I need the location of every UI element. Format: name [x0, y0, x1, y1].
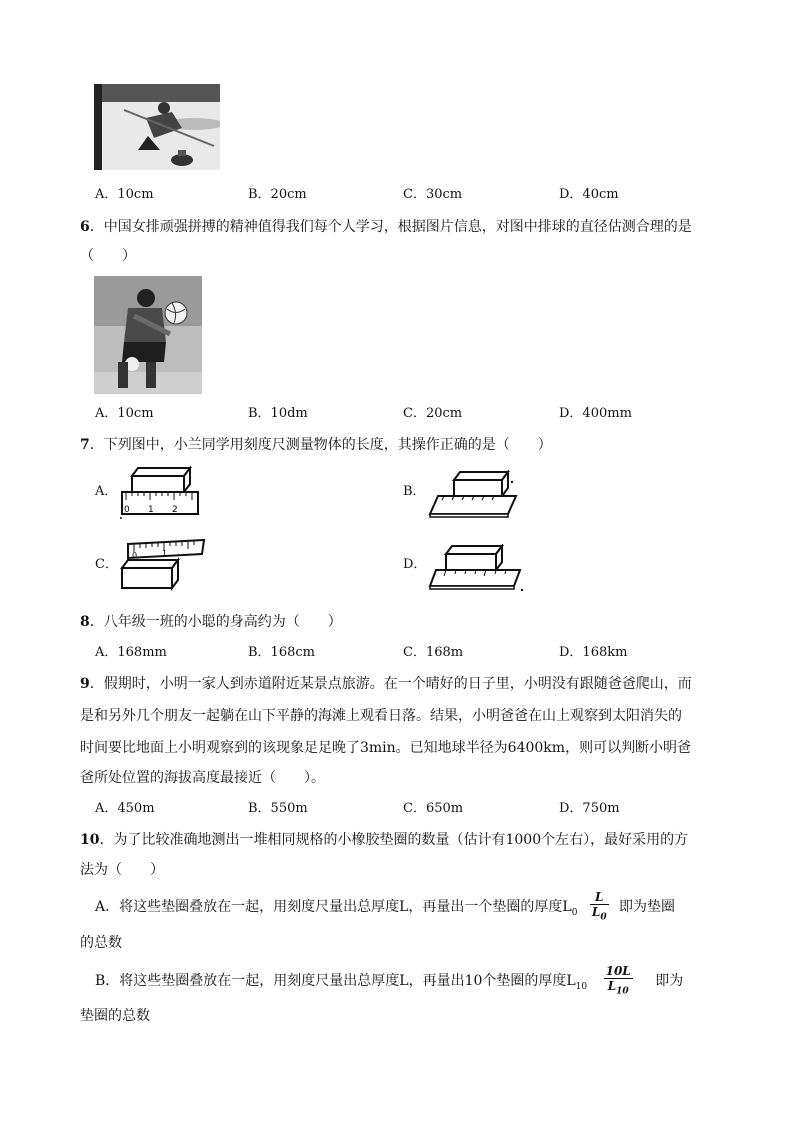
q10-option-a-frac-den-wrap	[590, 905, 609, 924]
q10-option-a-sub: 0	[571, 907, 578, 918]
q7-option-c-label[interactable]: C．	[95, 557, 118, 572]
q7-option-b-label[interactable]: B．	[403, 484, 426, 499]
q9-option-d[interactable]: D．750m	[559, 801, 620, 816]
q5-option-c[interactable]: C．30cm	[403, 187, 463, 202]
svg-text:1: 1	[148, 505, 154, 515]
q10-option-a-frac-num: L	[590, 890, 609, 905]
q10-option-a-line2: 的总数	[80, 935, 122, 951]
ruler-diagram-d	[426, 544, 526, 594]
q9-stem-line1	[80, 673, 692, 695]
curling-photo	[94, 84, 220, 170]
q10-option-b-line2: 垫圈的总数	[80, 1008, 150, 1024]
q6-option-c[interactable]: C．20cm	[403, 406, 463, 421]
q6-stem-line1	[80, 216, 692, 238]
q7-option-d-label[interactable]: D．	[403, 557, 427, 572]
volleyball-photo	[94, 276, 202, 394]
q5-option-a[interactable]: A．10cm	[95, 187, 154, 202]
ruler-diagram-c	[118, 538, 208, 594]
q9-option-a[interactable]: A．450m	[95, 801, 155, 816]
curling-image	[94, 84, 220, 170]
q7-stem	[80, 434, 552, 456]
q7-number: 7	[80, 437, 90, 453]
q10-option-b[interactable]	[95, 963, 683, 1005]
q10-option-a-text: A．将这些垫圈叠放在一起，用刻度尺量出总厚度L，再量出一个垫圈的厚度L	[95, 899, 572, 915]
q9-stem-line2: 是和另外几个朋友一起躺在山下平静的海滩上观看日落。结果，小明爸爸在山上观察到太阳消失的	[80, 708, 682, 724]
q10-option-a[interactable]	[95, 889, 675, 931]
q8-stem	[80, 611, 342, 633]
q10-option-b-frac-den: L	[607, 978, 617, 993]
q6-stem-line2: （ ）	[80, 248, 136, 264]
q9-number: 9	[80, 676, 90, 692]
q8-option-b[interactable]: B．168cm	[248, 645, 315, 660]
q10-option-a-post: 即为垫圈	[619, 899, 676, 915]
q6-text: ．中国女排顽强拼搏的精神值得我们每个人学习，根据图片信息，对图中排球的直径估测合理的是	[89, 219, 692, 235]
q10-option-b-text: B．将这些垫圈叠放在一起，用刻度尺量出总厚度L，再量出10个垫圈的厚度L	[95, 973, 576, 989]
q9-text-line1: ．假期时，小明一家人到赤道附近某景点旅游。在一个晴好的日子里，小明没有跟随爸爸爬山，而	[89, 676, 692, 692]
svg-text:2: 2	[172, 505, 178, 515]
q9-option-c[interactable]: C．650m	[403, 801, 464, 816]
ruler-diagram-b	[424, 470, 524, 520]
q9-option-b[interactable]: B．550m	[248, 801, 308, 816]
q10-option-b-post: 即为	[655, 973, 684, 989]
svg-text:0: 0	[132, 551, 138, 560]
volleyball-image	[94, 276, 202, 394]
q6-number: 6	[80, 219, 90, 235]
ruler-diagram-a	[118, 466, 202, 520]
q8-option-c[interactable]: C．168m	[403, 645, 464, 660]
q8-number: 8	[80, 614, 90, 630]
q10-option-a-fraction	[590, 890, 609, 924]
q10-option-b-frac-den-wrap	[604, 979, 633, 998]
q8-text: ．八年级一班的小聪的身高约为（ ）	[89, 614, 342, 630]
q10-option-b-sub: 10	[575, 981, 588, 992]
q10-option-b-frac-den-sub: 10	[616, 986, 629, 997]
svg-text:0: 0	[124, 505, 130, 515]
q9-stem-line3: 时间要比地面上小明观察到的该现象足足晚了3min。已知地球半径为6400km，则可以判断小明爸	[80, 740, 692, 756]
q7-text: ．下列图中，小兰同学用刻度尺测量物体的长度，其操作正确的是（ ）	[89, 437, 552, 453]
q10-stem-line1	[80, 829, 688, 851]
q6-option-b[interactable]: B．10dm	[248, 406, 308, 421]
q6-option-a[interactable]: A．10cm	[95, 406, 154, 421]
q7-option-a-label[interactable]: A．	[95, 484, 118, 499]
q10-number: 10	[80, 832, 100, 848]
q10-option-a-frac-den: L	[591, 904, 601, 919]
q8-option-a[interactable]: A．168mm	[95, 645, 167, 660]
q5-option-d[interactable]: D．40cm	[559, 187, 619, 202]
q5-option-b[interactable]: B．20cm	[248, 187, 307, 202]
q10-stem-line2: 法为（ ）	[80, 862, 164, 878]
q8-option-d[interactable]: D．168km	[559, 645, 628, 660]
q10-text-line1: ．为了比较准确地测出一堆相同规格的小橡胶垫圈的数量（估计有1000个左右），最好采用的方	[99, 832, 689, 848]
q10-option-b-fraction	[604, 964, 633, 998]
q9-stem-line4: 爸所处位置的海拔高度最接近（ ）。	[80, 770, 325, 786]
q10-option-a-frac-den-sub: 0	[600, 912, 607, 923]
svg-text:1: 1	[162, 549, 168, 558]
q10-option-b-frac-num: 10L	[605, 963, 631, 978]
q6-option-d[interactable]: D．400mm	[559, 406, 632, 421]
